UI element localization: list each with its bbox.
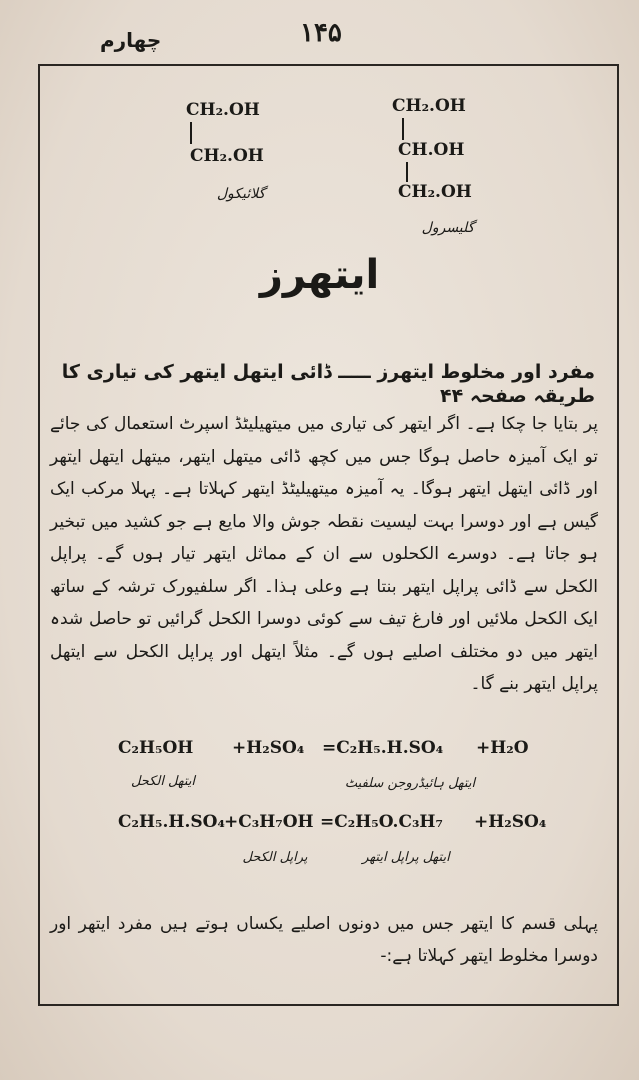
eq2-reactant-1: C₂H₅.H.SO₄: [118, 812, 225, 832]
eq1-product-1: =C₂H₅.H.SO₄: [322, 738, 444, 758]
eq2-reactant-2: +C₃H₇OH: [224, 812, 314, 832]
glycerol-bond-2: [406, 162, 408, 182]
running-head: چهارم: [100, 28, 162, 52]
body-paragraph: پر بتایا جا چکا ہے۔ اگر ایتھر کی تیاری میں میتھیلیٹڈ اسپرٹ استعمال کی جائے تو ایک آمیزہ حاصل ہوگا جس میں کچھ ڈائی میتھل ایتھر، میتھل ایتھل ایتھر اور ڈائی ایتھل ایتھر ہوگا۔ یہ آمیزہ میتھیلیٹڈ ایتھر کہلاتا ہے۔ پہلا مرکب ایک گیس ہے اور دوسرا بہت لیسیت نقطہ جوش والا مایع ہے جو کشید میں تبخیر ہو جاتا ہے۔ دوسرے الکحلوں سے ان کے مماثل ایتھر تیار ہوں گے۔ پراپل الکحل سے ڈائی پراپل ایتھر بنتا ہے وعلی ہذا۔ اگر سلفیورک ترشہ کے ساتھ ایک الکحل ملائیں اور فارغ تیف سے کوئی دوسرا الکحل گرائیں تو حاصل شدہ ایتھر میں دو مختلف اصلیے ہوں گے۔ مثلاً ایتھل اور پراپل الکحل سے ایتھل پراپل ایتھر بنے گا۔: [50, 414, 598, 694]
eq2-label-propyl-alcohol: پراپل الکحل: [242, 850, 308, 865]
glycol-caption: گلائیکول: [216, 186, 266, 202]
eq1-reactant-2: +H₂SO₄: [232, 738, 305, 758]
glycerol-caption: گلیسرول: [421, 220, 475, 236]
subheading: مفرد اور مخلوط ایتھرز ـــــ ڈائی ایتھل ایتھر کی تیاری کا طریقہ صفحہ ۴۴: [61, 361, 595, 407]
closing-paragraph: پہلی قسم کا ایتھر جس میں دونوں اصلیے یکساں ہوتے ہیں مفرد ایتھر اور دوسرا مخلوط ایتھر کہلاتا ہے:-: [50, 914, 598, 966]
section-heading: ایتھرز: [259, 252, 380, 298]
eq1-reactant-1: C₂H₅OH: [118, 738, 194, 758]
glycerol-bond-1: [402, 118, 404, 140]
eq2-label-ethyl-propyl-ether: ایتھل پراپل ایتھر: [362, 850, 450, 865]
glycol-line-1: CH₂.OH: [186, 100, 260, 120]
glycerol-line-3: CH₂.OH: [398, 182, 472, 202]
eq1-label-ethyl-alcohol: ایتھل الکحل: [130, 774, 196, 789]
eq1-label-ethyl-hydrogen-sulphate: ایتھل ہائیڈروجن سلفیٹ: [344, 776, 476, 791]
glycol-line-2: CH₂.OH: [190, 146, 264, 166]
eq2-product-2: +H₂SO₄: [474, 812, 547, 832]
eq1-product-2: +H₂O: [476, 738, 529, 758]
page-number: ۱۴۵: [300, 18, 342, 48]
glycerol-line-1: CH₂.OH: [392, 96, 466, 116]
eq2-product-1: =C₂H₅O.C₃H₇: [320, 812, 443, 832]
glycerol-line-2: CH.OH: [398, 140, 465, 160]
glycol-bond: [190, 122, 192, 144]
